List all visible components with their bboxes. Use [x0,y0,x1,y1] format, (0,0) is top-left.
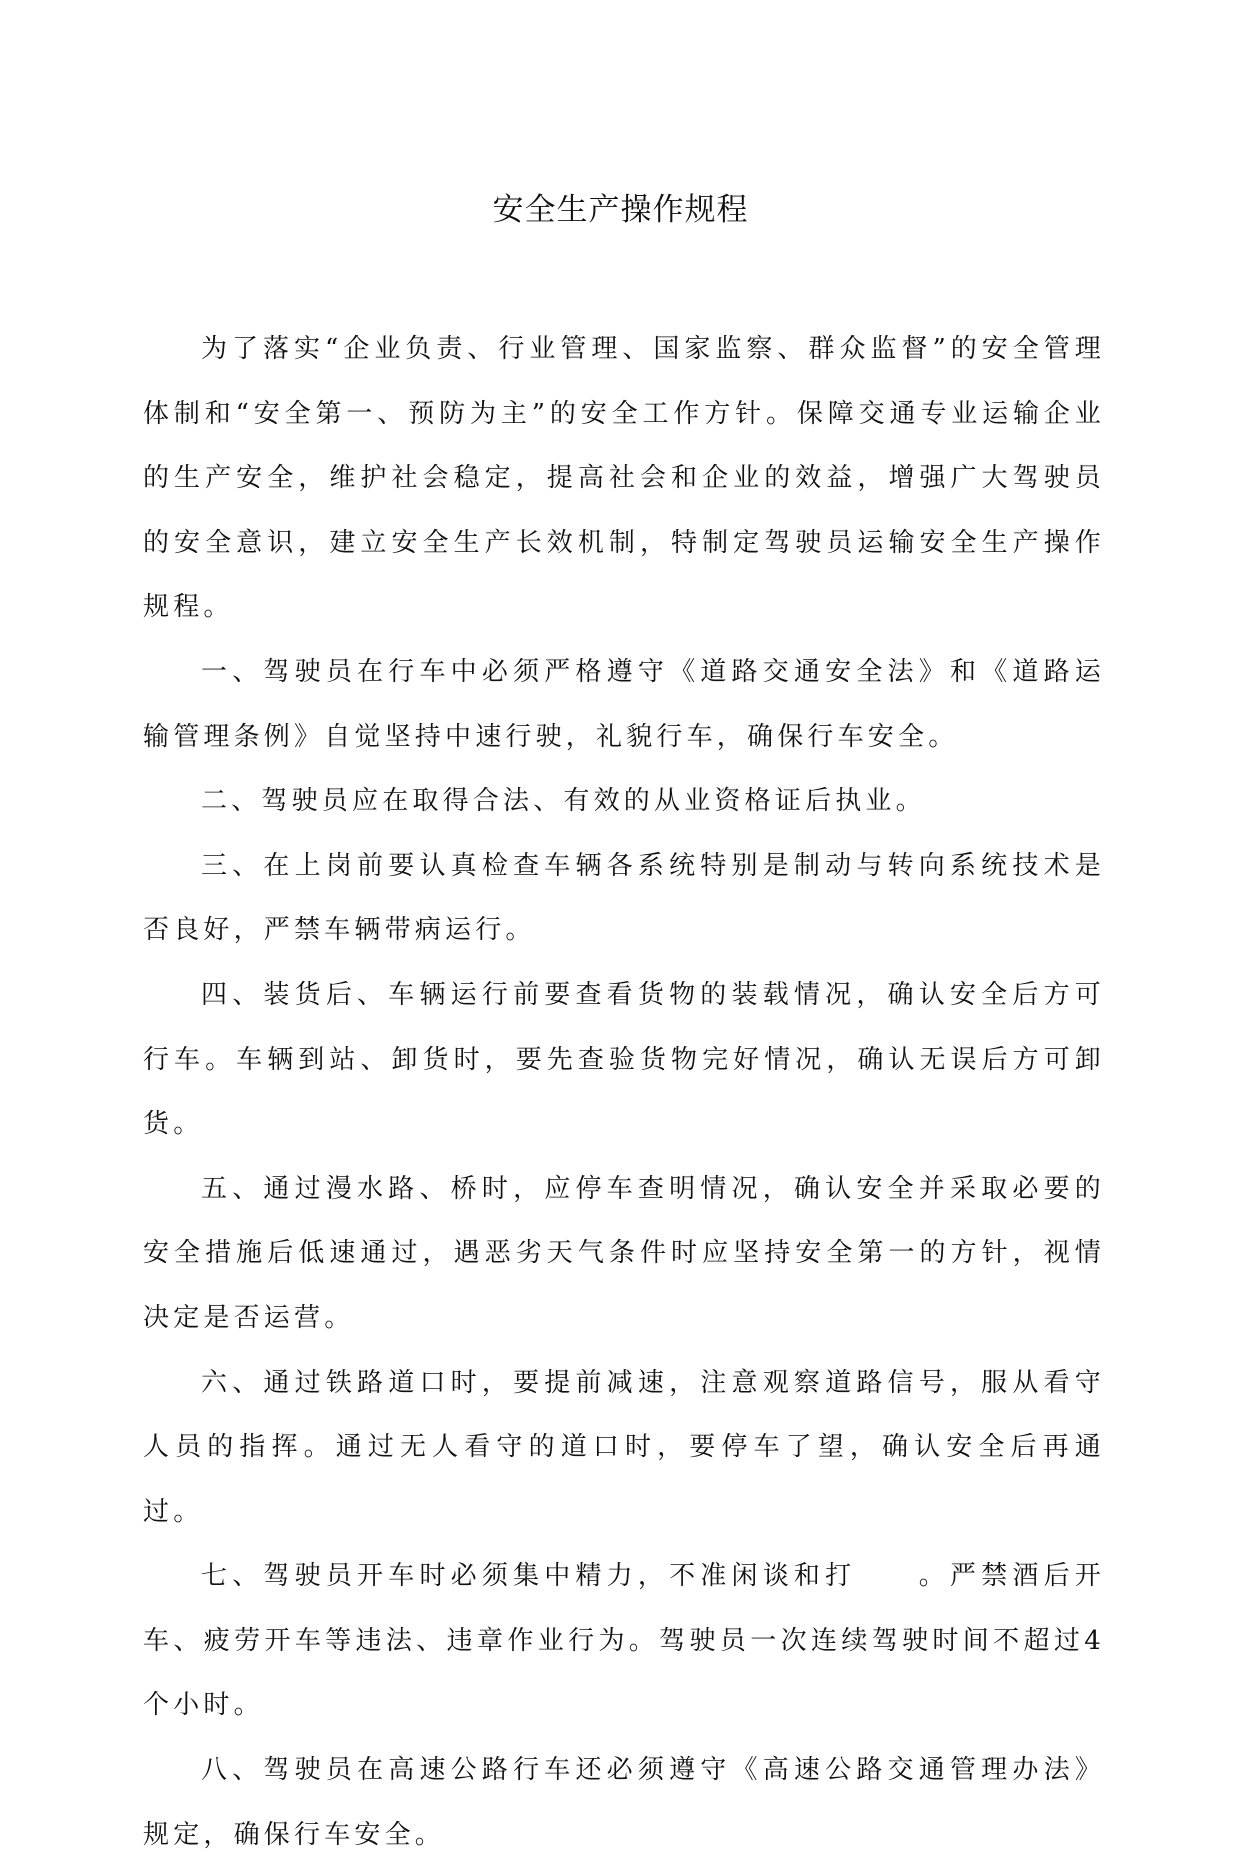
paragraph-rule-4: 四、装货后、车辆运行前要查看货物的装载情况，确认安全后方可行车。车辆到站、卸货时，要先查验货物完好情况，确认无误后方可卸货。 [143,979,1105,1140]
paragraph-rule-1: 一、驾驶员在行车中必须严格遵守《道路交通安全法》和《道路运输管理条例》自觉坚持中速行驶，礼貌行车，确保行车安全。 [143,656,1105,752]
document-title: 安全生产操作规程 [492,192,749,228]
document-body [143,317,1105,1867]
paragraph-rule-5: 五、通过漫水路、桥时，应停车查明情况，确认安全并采取必要的安全措施后低速通过，遇恶劣天气条件时应坚持安全第一的方针，视情决定是否运营。 [143,1173,1105,1333]
paragraph-rule-2: 二、驾驶员应在取得合法、有效的从业资格证后执业。 [201,786,926,817]
paragraph-intro: 为了落实“企业负责、行业管理、国家监察、群众监督”的安全管理体制和“安全第一、预防为主”的安全工作方针。保障交通专业运输企业的生产安全，维护社会稳定，提高社会和企业的效益，增强广大驾驶员的安全意识，建立安全生产长效机制，特制定驾驶员运输安全生产操作规程。 [143,334,1105,623]
paragraph-rule-3: 三、在上岗前要认真检查车辆各系统特别是制动与转向系统技术是否良好，严禁车辆带病运行。 [143,850,1105,946]
paragraph-rule-6: 六、通过铁路道口时，要提前减速，注意观察道路信号，服从看守人员的指挥。通过无人看守的道口时，要停车了望，确认安全后再通过。 [143,1367,1105,1527]
paragraph-rule-7: 七、驾驶员开车时必须集中精力，不准闲谈和打 。严禁酒后开车、疲劳开车等违法、违章作业行为。驾驶员一次连续驾驶时间不超过4个小时。 [143,1561,1105,1721]
paragraph-rule-8: 八、驾驶员在高速公路行车还必须遵守《高速公路交通管理办法》规定，确保行车安全。 [143,1755,1105,1850]
